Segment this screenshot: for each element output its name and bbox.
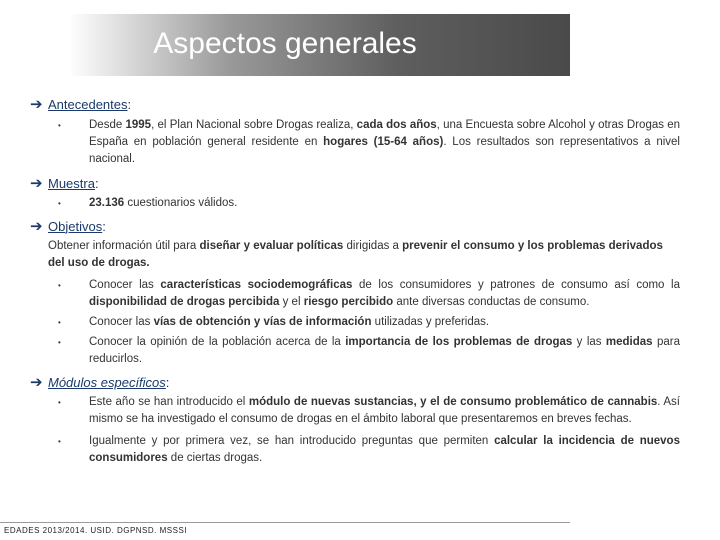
bold-run: 23.136 (89, 197, 125, 209)
text-run: para reducirlos. (89, 336, 680, 365)
text-run: , una Encuesta sobre Alcohol y otras Drogas en España en población general residente en (89, 119, 681, 148)
item-text (89, 314, 680, 331)
arrow-right-icon: ➔ (30, 218, 43, 235)
bold-run: módulo de nuevas sustancias, y el de consumo problemático de cannabis (248, 396, 658, 408)
title-bar (0, 14, 570, 76)
list-item (58, 277, 680, 311)
footer-text: EDADES 2013/2014. USID. DGPNSD. MSSSI (4, 526, 188, 535)
text-run: Este año se han introducido el (89, 396, 249, 408)
text-run: de ciertas drogas. (167, 452, 263, 464)
bullet-icon: • (58, 199, 61, 208)
list-item (58, 334, 680, 368)
text-run: . Así mismo se ha investigado el consumo de drogas en el ámbito laboral que presentaremos en breves fechas. (89, 396, 680, 425)
text-run: utilizadas y preferidas. (371, 316, 490, 328)
section-label: Módulos específicos (48, 374, 166, 390)
section-objetivos (30, 217, 106, 235)
bold-run: medidas (605, 336, 653, 348)
bold-run: disponibilidad de drogas percibida (89, 296, 280, 308)
bullet-icon: • (58, 281, 61, 290)
arrow-right-icon: ➔ (30, 96, 43, 113)
bold-run: características sociodemográficas (160, 279, 353, 291)
text-run: cuestionarios válidos. (124, 197, 238, 209)
text-run: , el Plan Nacional sobre Drogas realiza, (151, 119, 357, 131)
bullet-icon: • (58, 338, 61, 347)
text-run: . Los resultados son representativos a nivel nacional. (89, 136, 680, 165)
list-item (58, 433, 680, 467)
page-title: Aspectos generales (153, 27, 417, 60)
section-label: Antecedentes (48, 96, 128, 112)
text-run: Obtener información útil para (48, 240, 200, 252)
text-run: Conocer las (89, 279, 161, 291)
bold-run: 1995 (125, 119, 152, 131)
item-text (89, 394, 680, 428)
item-text (89, 117, 680, 168)
list-item (58, 314, 680, 331)
text-run: Conocer la opinión de la población acerca de la (89, 336, 346, 348)
section-muestra (30, 174, 99, 192)
text-run: Desde (89, 119, 126, 131)
text-run: dirigidas a (343, 240, 403, 252)
section-colon: : (102, 218, 106, 234)
bullet-icon: • (58, 121, 61, 130)
objectives-paragraph (48, 238, 680, 272)
bold-run: vías de obtención y vías de información (153, 316, 372, 328)
footer-divider (0, 522, 570, 523)
text-run: Igualmente y por primera vez, se han introducido preguntas que permiten (89, 435, 495, 447)
item-text (89, 433, 680, 467)
text-run: de los consumidores y patrones de consumo así como la (352, 279, 681, 291)
section-label: Objetivos (48, 218, 103, 234)
bullet-icon: • (58, 398, 61, 407)
list-item (58, 195, 680, 212)
arrow-right-icon: ➔ (30, 175, 43, 192)
list-item (58, 394, 680, 428)
section-antecedentes (30, 95, 131, 113)
bold-run: cada dos años (356, 119, 437, 131)
text-run: ante diversas conductas de consumo. (393, 296, 590, 308)
item-text (89, 195, 680, 212)
section-modulos (30, 373, 169, 391)
section-label: Muestra (48, 175, 95, 191)
bold-run: riesgo percibido (303, 296, 394, 308)
arrow-right-icon: ➔ (30, 374, 43, 391)
bullet-icon: • (58, 437, 61, 446)
bullet-icon: • (58, 318, 61, 327)
bold-run: diseñar y evaluar políticas (199, 240, 344, 252)
bold-run: importancia de los problemas de drogas (345, 336, 573, 348)
section-colon: : (94, 175, 99, 191)
bold-run: calcular la incidencia de nuevos consumidores (89, 435, 680, 464)
item-text (89, 334, 680, 368)
bold-run: hogares (15-64 años) (323, 136, 444, 148)
bold-run: prevenir el consumo y los problemas derivados del uso de drogas. (48, 240, 663, 269)
text-run: Conocer las (89, 316, 154, 328)
item-text (89, 277, 680, 311)
section-colon: : (127, 96, 132, 112)
list-item (58, 117, 680, 168)
section-colon: : (165, 374, 170, 390)
text-run: y el (279, 296, 304, 308)
text-run: y las (572, 336, 606, 348)
